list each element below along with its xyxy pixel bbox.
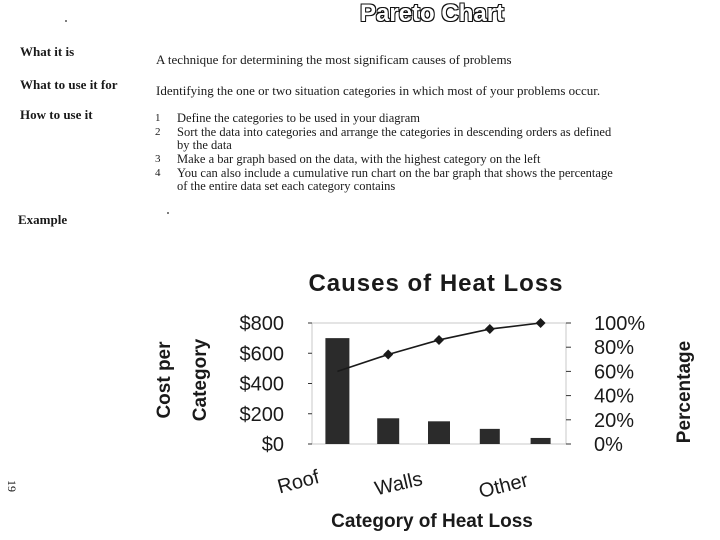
cumulative-marker bbox=[485, 324, 495, 334]
step-text: Define the categories to be used in your diagram bbox=[177, 111, 420, 125]
step-text: Sort the data into categories and arrange the categories in descending orders as defined bbox=[177, 125, 612, 139]
bar-5 bbox=[531, 438, 551, 444]
step-number: 4 bbox=[155, 167, 161, 179]
x-category-label: Other bbox=[476, 469, 531, 503]
y2-tick-label: 80% bbox=[594, 337, 635, 360]
step-number: 2 bbox=[155, 126, 161, 138]
x-category-label: Walls bbox=[372, 468, 425, 501]
y-tick-label: $200 bbox=[239, 403, 284, 426]
y-tick-label: $800 bbox=[239, 313, 284, 335]
y2-tick-label: 40% bbox=[594, 385, 635, 408]
y2-axis-label: Percentage bbox=[674, 340, 695, 444]
bar-1 bbox=[325, 338, 349, 444]
step-text-continued: by the data bbox=[177, 138, 232, 152]
page-title: Pareto Chart bbox=[360, 0, 505, 27]
cumulative-marker bbox=[536, 318, 546, 328]
y-axis-label-line1: Cost per bbox=[154, 341, 175, 419]
cumulative-line bbox=[337, 323, 540, 371]
how-to-use-it-label: How to use it bbox=[20, 107, 93, 122]
page-number: 19 bbox=[5, 480, 19, 492]
step-number: 3 bbox=[155, 153, 161, 165]
y-tick-label: $400 bbox=[239, 373, 284, 396]
cumulative-marker bbox=[383, 349, 393, 359]
step-text-continued: of the entire data set each category contains bbox=[177, 179, 396, 193]
y-tick-label: $0 bbox=[261, 434, 284, 456]
example-label: Example bbox=[18, 212, 68, 227]
x-category-label: Roof bbox=[275, 466, 322, 499]
what-to-use-it-for-text: Identifying the one or two situation categories in which most of your problems occur. bbox=[156, 83, 601, 98]
step-text: Make a bar graph based on the data, with the highest category on the left bbox=[177, 152, 541, 166]
y2-tick-label: 0% bbox=[594, 434, 623, 456]
y2-tick-label: 20% bbox=[594, 409, 635, 432]
what-to-use-it-for-label: What to use it for bbox=[20, 77, 118, 92]
bar-2 bbox=[377, 418, 399, 444]
step-number: 1 bbox=[155, 112, 161, 124]
y-tick-label: $600 bbox=[239, 343, 284, 366]
x-axis-label: Category of Heat Loss bbox=[331, 511, 533, 532]
y-axis-label-line2: Category bbox=[190, 338, 211, 422]
y2-tick-label: 100% bbox=[594, 313, 646, 335]
bar-3 bbox=[428, 421, 450, 444]
bar-4 bbox=[480, 429, 500, 444]
y2-tick-label: 60% bbox=[594, 361, 635, 384]
cumulative-marker bbox=[434, 335, 444, 345]
what-it-is-label: What it is bbox=[20, 44, 75, 59]
step-text: You can also include a cumulative run chart on the bar graph that shows the percentage bbox=[177, 166, 613, 180]
chart-title: Causes of Heat Loss bbox=[308, 270, 564, 297]
what-it-is-text: A technique for determining the most significam causes of problems bbox=[156, 52, 512, 67]
